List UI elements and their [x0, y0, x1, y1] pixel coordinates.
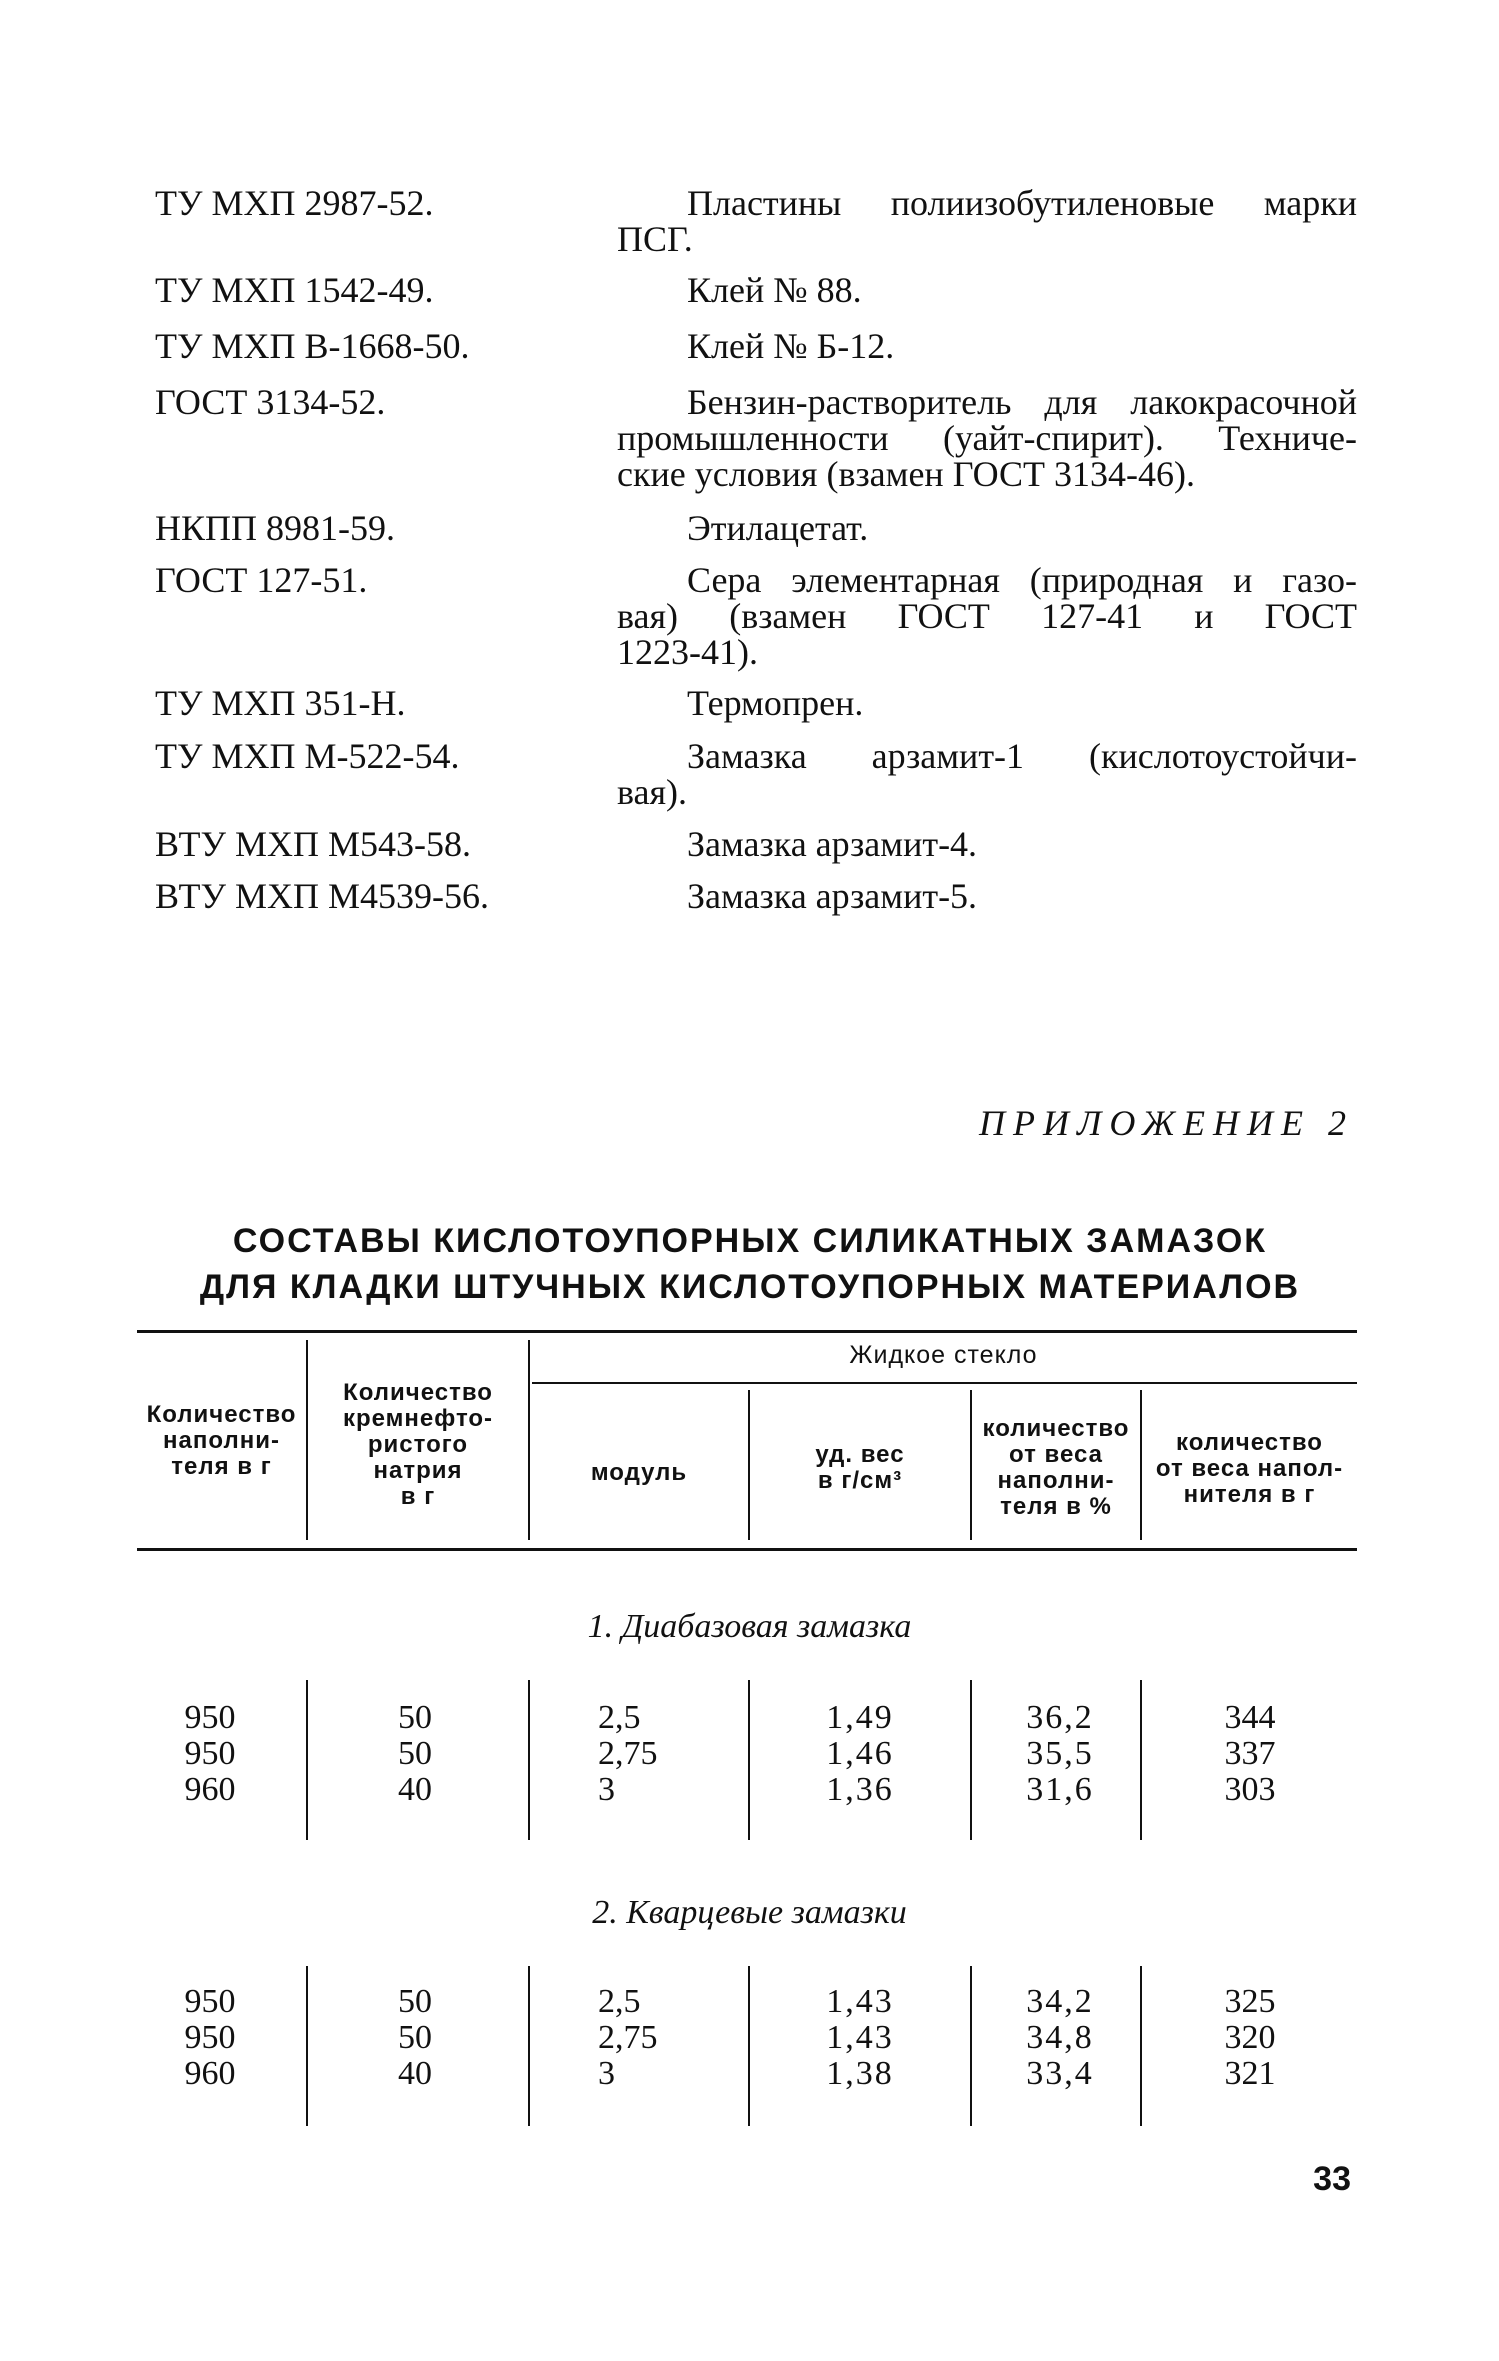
standard-description	[617, 562, 1357, 670]
standard-code: ТУ МХП М-522-54.	[155, 736, 460, 776]
description-line: 1223-41).	[617, 632, 758, 672]
description-line: Замазка арзамит-4.	[687, 824, 978, 864]
description-line: Замазка арзамит-5.	[687, 876, 978, 916]
body-separator	[1140, 1966, 1142, 2126]
table-title-line-2: ДЛЯ КЛАДКИ ШТУЧНЫХ КИСЛОТОУПОРНЫХ МАТЕРИАЛОВ	[199, 1268, 1301, 1306]
cell-modulus: 2,5 2,75 3	[598, 1699, 658, 1808]
cell-filler: 950 950 960	[184, 1983, 236, 2092]
body-separator	[970, 1966, 972, 2126]
standard-code: ТУ МХП 2987-52.	[155, 183, 434, 223]
description-line: Замазка арзамит-1 (кислотоустойчи-	[687, 736, 1357, 776]
description-line: Клей № Б-12.	[687, 326, 895, 366]
standard-description	[617, 384, 1357, 492]
standard-code: ВТУ МХП М4539-56.	[155, 876, 490, 916]
header-filler-amount: Количество наполни- теля в г	[146, 1401, 297, 1480]
description-line: промышленности (уайт-спирит). Техниче-	[617, 418, 1357, 458]
standard-code: ВТУ МХП М543-58.	[155, 824, 472, 864]
standard-code: ТУ МХП В-1668-50.	[155, 326, 470, 366]
standard-code: ТУ МХП 1542-49.	[155, 270, 434, 310]
header-sodium-fluorosilicate: Количество кремнефто- ристого натрия в г	[342, 1379, 494, 1510]
standard-description	[617, 738, 1357, 810]
description-line: Пластины полиизобутиленовые марки	[687, 183, 1357, 223]
standard-description	[617, 826, 1357, 862]
cell-percent: 34,2 34,8 33,4	[1026, 1983, 1094, 2092]
description-line: Термопрен.	[687, 683, 864, 723]
group-header-rule	[532, 1382, 1357, 1384]
cell-percent: 36,2 35,5 31,6	[1026, 1699, 1094, 1808]
cell-filler: 950 950 960	[184, 1699, 236, 1808]
standard-description	[617, 272, 1357, 308]
header-modulus: модуль	[590, 1459, 688, 1486]
description-line: ские условия (взамен ГОСТ 3134-46).	[617, 454, 1196, 494]
body-separator	[748, 1680, 750, 1840]
section-title-diabase: 1. Диабазовая замазка	[587, 1608, 912, 1645]
body-separator	[748, 1966, 750, 2126]
body-separator	[1140, 1680, 1142, 1840]
table-top-rule	[137, 1330, 1357, 1333]
header-specific-gravity: уд. вес в г/см³	[815, 1441, 905, 1494]
cell-fluorosilicate: 50 50 40	[398, 1983, 432, 2092]
table-title-line-1: СОСТАВЫ КИСЛОТОУПОРНЫХ СИЛИКАТНЫХ ЗАМАЗОК	[232, 1222, 1268, 1260]
cell-grams: 325 320 321	[1224, 1983, 1276, 2092]
description-line: ПСГ.	[617, 219, 693, 259]
body-separator	[306, 1966, 308, 2126]
header-grams-of-filler: количество от веса напол- нителя в г	[1155, 1429, 1344, 1508]
standard-code: ТУ МХП 351-Н.	[155, 683, 406, 723]
standard-description	[617, 328, 1357, 364]
standard-code: НКПП 8981-59.	[155, 508, 395, 548]
header-percent-of-filler: количество от веса наполни- теля в %	[982, 1415, 1130, 1520]
cell-grams: 344 337 303	[1224, 1699, 1276, 1808]
body-separator	[528, 1966, 530, 2126]
standard-code: ГОСТ 3134-52.	[155, 382, 386, 422]
body-separator	[970, 1680, 972, 1840]
description-line: Сера элементарная (природная и газо-	[687, 560, 1357, 600]
cell-specific-gravity: 1,49 1,46 1,36	[826, 1699, 894, 1808]
group-header-liquid-glass: Жидкое стекло	[849, 1341, 1038, 1369]
description-line: Этилацетат.	[687, 508, 869, 548]
section-title-quartz: 2. Кварцевые замазки	[592, 1894, 907, 1931]
page-number: 33	[1313, 2160, 1351, 2198]
description-line: вая) (взамен ГОСТ 127-41 и ГОСТ	[617, 596, 1357, 636]
standard-description	[617, 185, 1357, 257]
description-line: Клей № 88.	[687, 270, 862, 310]
description-line: Бензин-растворитель для лакокрасочной	[687, 382, 1357, 422]
standard-description	[617, 878, 1357, 914]
header-separator	[528, 1340, 530, 1540]
standard-description	[617, 685, 1357, 721]
cell-modulus: 2,5 2,75 3	[598, 1983, 658, 2092]
body-separator	[306, 1680, 308, 1840]
appendix-label: ПРИЛОЖЕНИЕ 2	[979, 1103, 1354, 1143]
description-line: вая).	[617, 772, 688, 812]
cell-fluorosilicate: 50 50 40	[398, 1699, 432, 1808]
standard-code: ГОСТ 127-51.	[155, 560, 368, 600]
body-separator	[528, 1680, 530, 1840]
header-bottom-rule	[137, 1548, 1357, 1551]
standard-description	[617, 510, 1357, 546]
cell-specific-gravity: 1,43 1,43 1,38	[826, 1983, 894, 2092]
